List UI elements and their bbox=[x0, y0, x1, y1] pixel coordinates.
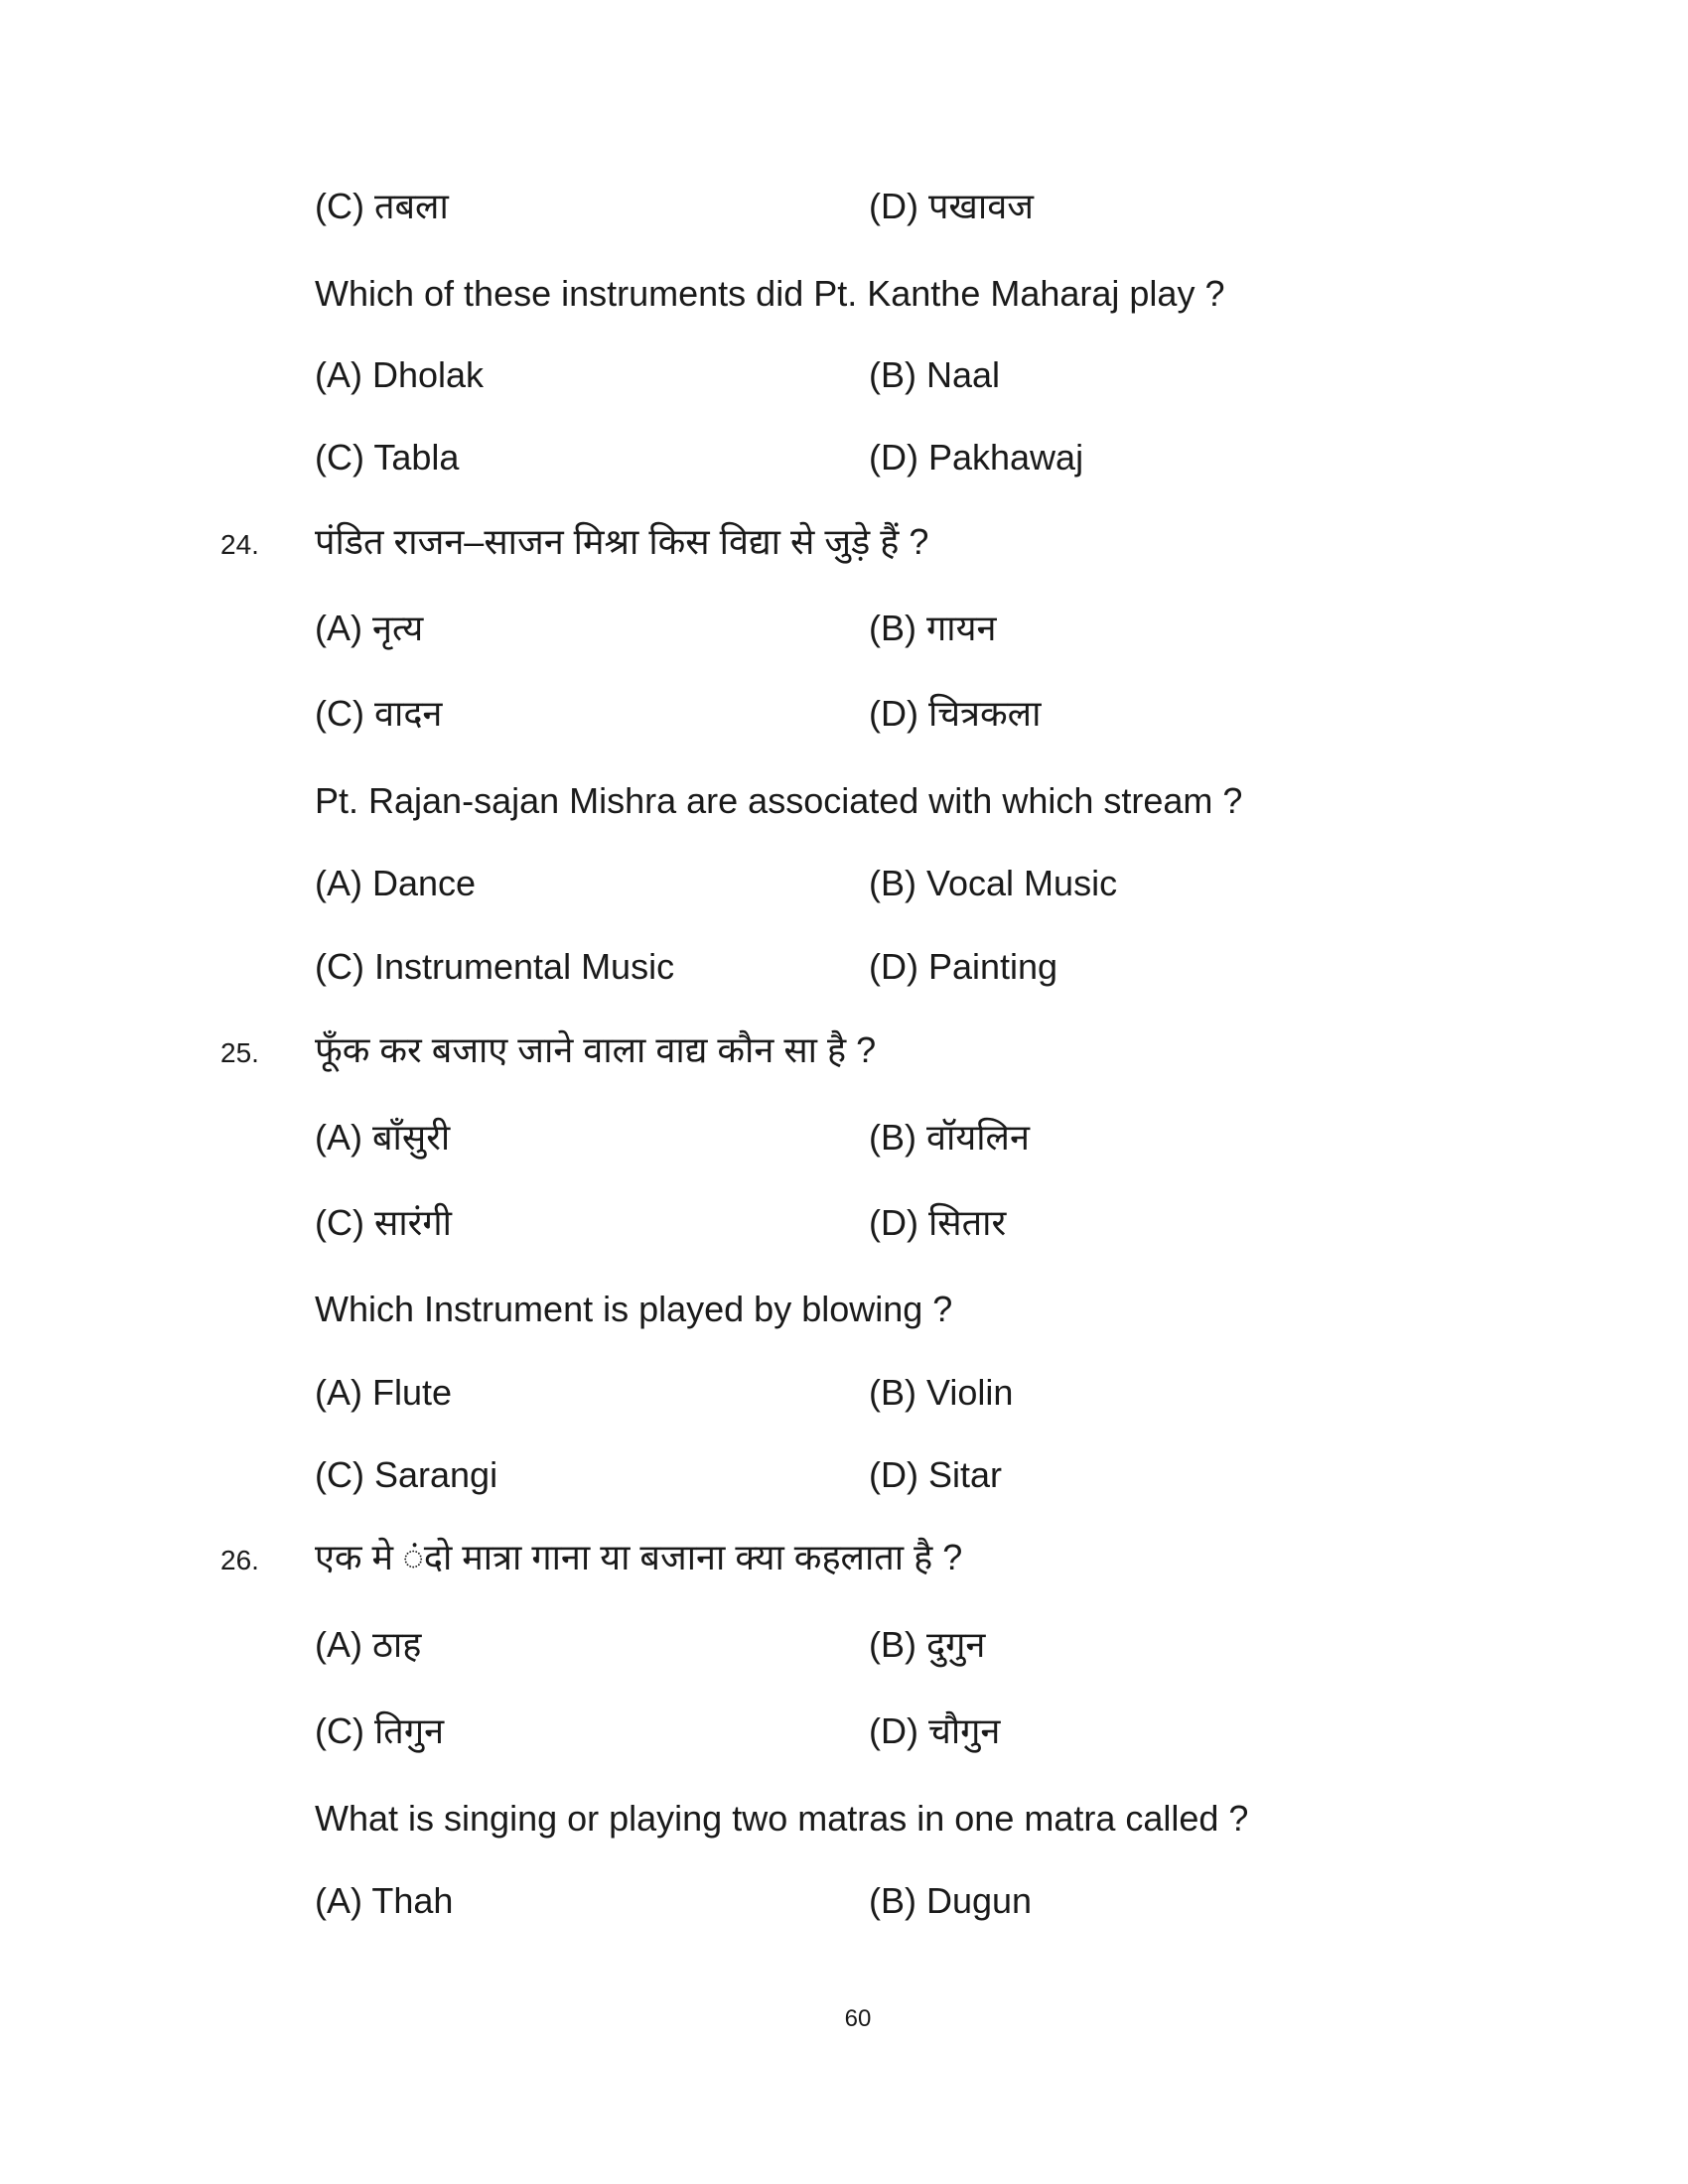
q23-en-question: Which of these instruments did Pt. Kanthe Maharaj play ? bbox=[315, 273, 1225, 314]
q24-hi-option-c: (C) वादन bbox=[315, 693, 443, 734]
q25-hi-option-b: (B) वॉयलिन bbox=[869, 1117, 1030, 1158]
q24-en-option-a: (A) Dance bbox=[315, 863, 477, 903]
q25-hi-option-a: (A) बाँसुरी bbox=[315, 1117, 451, 1158]
q25-en-option-d: (D) Sitar bbox=[869, 1454, 1002, 1495]
q24-en-question: Pt. Rajan-sajan Mishra are associated with which stream ? bbox=[315, 780, 1243, 821]
q25-hi-option-c: (C) सारंगी bbox=[315, 1202, 452, 1243]
q26-en-option-a: (A) Thah bbox=[315, 1880, 454, 1921]
page-number: 60 bbox=[844, 2005, 872, 2032]
q26-hi-option-b: (B) दुगुन bbox=[869, 1624, 986, 1665]
q23-en-option-d: (D) Pakhawaj bbox=[869, 437, 1084, 478]
q26-hi-option-c: (C) तिगुन bbox=[315, 1710, 445, 1751]
q25-number: 25. bbox=[220, 1037, 259, 1068]
q25-hi-question: फूँक कर बजाए जाने वाला वाद्य कौन सा है ? bbox=[315, 1029, 877, 1070]
q24-hi-question: पंडित राजन–साजन मिश्रा किस विद्या से जुड़े हैं ? bbox=[315, 521, 929, 562]
q23-hi-option-d: (D) पखावज bbox=[869, 186, 1034, 226]
q24-number: 24. bbox=[220, 529, 259, 560]
q26-en-option-b: (B) Dugun bbox=[869, 1880, 1033, 1921]
q26-hi-question: एक मे ंदो मात्रा गाना या बजाना क्या कहलाता है ? bbox=[315, 1537, 963, 1577]
q24-en-option-b: (B) Vocal Music bbox=[869, 863, 1118, 903]
q24-hi-option-a: (A) नृत्य bbox=[315, 608, 424, 648]
q26-number: 26. bbox=[220, 1545, 259, 1575]
q25-en-option-a: (A) Flute bbox=[315, 1372, 453, 1413]
q25-en-option-b: (B) Violin bbox=[869, 1372, 1014, 1413]
q24-hi-option-d: (D) चित्रकला bbox=[869, 693, 1042, 734]
q23-en-option-c: (C) Tabla bbox=[315, 437, 460, 478]
q26-en-question: What is singing or playing two matras in one matra called ? bbox=[315, 1798, 1249, 1839]
q26-hi-option-a: (A) ठाह bbox=[315, 1624, 422, 1665]
q25-en-option-c: (C) Sarangi bbox=[315, 1454, 498, 1495]
q23-en-option-a: (A) Dholak bbox=[315, 354, 485, 395]
q23-hi-option-c: (C) तबला bbox=[315, 186, 449, 226]
q24-en-option-d: (D) Painting bbox=[869, 946, 1058, 987]
q25-en-question: Which Instrument is played by blowing ? bbox=[315, 1289, 953, 1329]
q24-en-option-c: (C) Instrumental Music bbox=[315, 946, 675, 987]
q26-hi-option-d: (D) चौगुन bbox=[869, 1710, 1001, 1751]
q25-hi-option-d: (D) सितार bbox=[869, 1202, 1007, 1243]
q24-hi-option-b: (B) गायन bbox=[869, 608, 997, 648]
q23-en-option-b: (B) Naal bbox=[869, 354, 1001, 395]
